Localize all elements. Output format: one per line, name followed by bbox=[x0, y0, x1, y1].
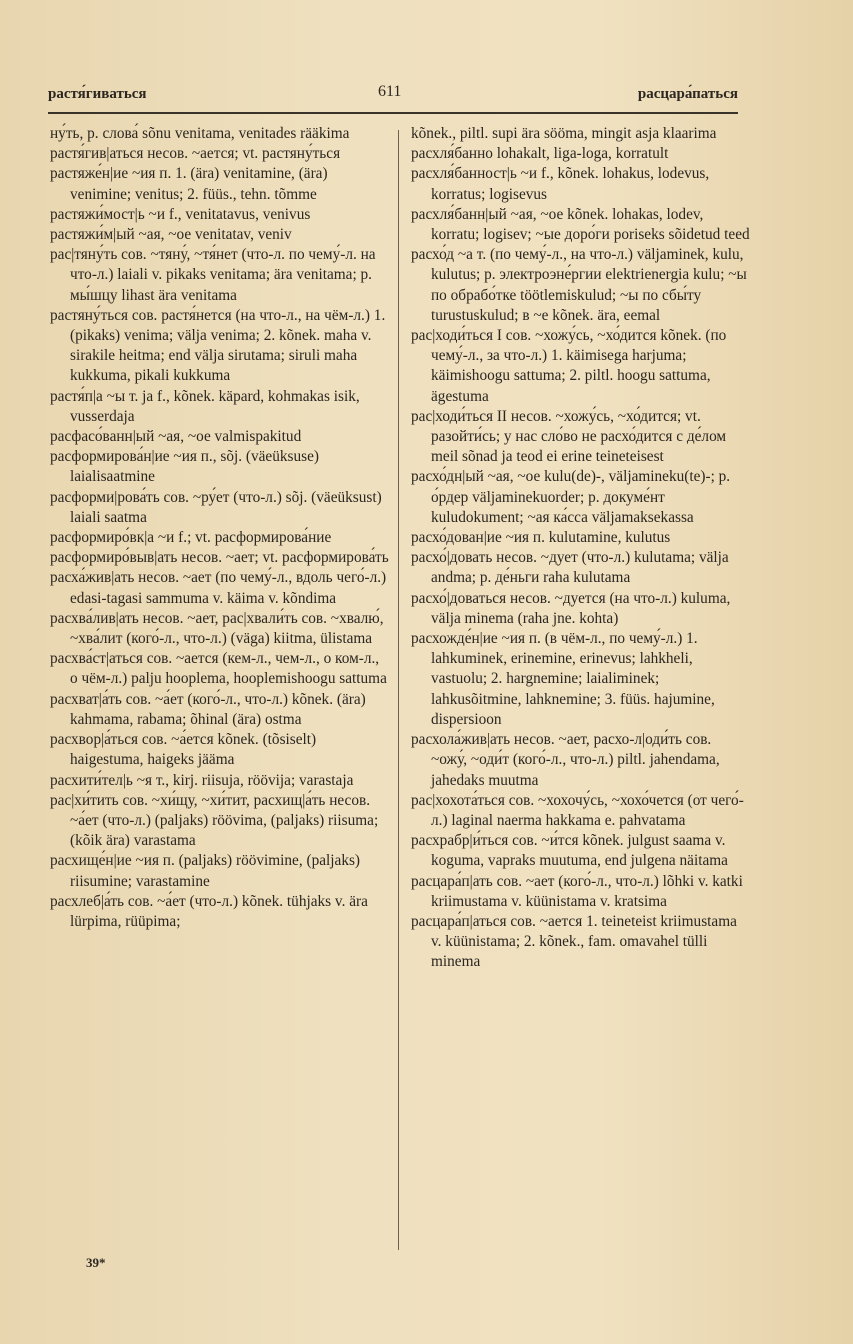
dictionary-entry: растяжи́мост|ь ~и f., venitatavus, venivus bbox=[50, 205, 311, 223]
dictionary-entry: расхля́банн|ый ~ая, ~ое kõnek. lohakas, lodev, korratu; logisev; ~ые доро́ги poriseks sõidetud teed bbox=[411, 205, 750, 244]
column-divider bbox=[398, 130, 399, 1250]
dictionary-entry: kõnek., piltl. supi ära sööma, mingit asja klaarima bbox=[411, 125, 717, 142]
dictionary-entry: расхва́лив|ать несов. ~ает, рас|хвали́ть сов. ~хвалю́, ~хва́лит (кого́-л., что-л.) (väga) kiitma, ülistama bbox=[50, 609, 384, 648]
dictionary-entry: расхо́дн|ый ~ая, ~ое kulu(de)-, väljamineku(te)-; р. о́рдер väljaminekuorder; р. докуме́нт kuludokument; ~ая ка́сса väljamaksekassa bbox=[411, 468, 731, 526]
dictionary-entry: расхват|а́ть сов. ~а́ет (кого́-л., что-л.) kõnek. (ära) kahmama, rabama; õhinal (ära) ostma bbox=[50, 690, 366, 728]
dictionary-entry: растя́п|а ~ы т. ja f., kõnek. käpard, kohmakas isik, vusserdaja bbox=[50, 387, 360, 425]
dictionary-entry: расхрабр|и́ться сов. ~и́тся kõnek. julgust saama v. koguma, vapraks muutuma, end julgena näitama bbox=[411, 832, 728, 870]
page-number: 611 bbox=[378, 83, 402, 100]
dictionary-entry: расформиро́вк|а ~и f.; vt. расформирова́ние bbox=[50, 529, 332, 547]
dictionary-entry: расхва́ст|аться сов. ~ается (кем-л., чем-л., о ком-л., о чём-л.) palju hooplema, hooplemishoogu sattuma bbox=[50, 650, 387, 688]
dictionary-entry: расхля́банно lohakalt, liga-loga, korratult bbox=[411, 145, 669, 163]
header-rule bbox=[48, 112, 738, 114]
dictionary-entry: расхлеб|а́ть сов. ~а́ет (что-л.) kõnek. tühjaks v. ära lürpima, rüüpima; bbox=[50, 892, 368, 930]
dictionary-entry: расформи|рова́ть сов. ~ру́ет (что-л.) sõj. (väeüksust) laiali saatma bbox=[50, 488, 382, 526]
dictionary-entry: растяну́ться сов. растя́нется (на что-л., на чём-л.) 1. (pikaks) venima; välja venima; 2. kõnek. maha v. sirakile heitma; end välja sirutama; siruli maha kukkuma, pikali kukkuma bbox=[50, 306, 386, 385]
dictionary-entry: расхо́дован|ие ~ия п. kulutamine, kulutus bbox=[411, 529, 671, 547]
dictionary-entry: рас|ходи́ться I сов. ~хожу́сь, ~хо́дится kõnek. (по чему́-л., за что-л.) 1. käimisega harjuma; käimishoogu sattuma; 2. piltl. hoogu sattuma, ägestuma bbox=[411, 327, 727, 405]
header-left-guide-word: растя́гиваться bbox=[48, 86, 147, 102]
dictionary-entry: расфасо́ванн|ый ~ая, ~ое valmispakitud bbox=[50, 428, 302, 446]
dictionary-entry: рас|ходи́ться II несов. ~хожу́сь, ~хо́дится; vt. разойти́сь; у нас сло́во не расхо́дится с де́лом meil sõnad ja teod ei erine teineteisest bbox=[411, 407, 727, 466]
page-header bbox=[48, 83, 738, 110]
dictionary-entry: расхище́н|ие ~ия п. (paljaks) röövimine, (paljaks) riisumine; varastamine bbox=[50, 852, 361, 890]
dictionary-entry: растяжи́м|ый ~ая, ~ое venitatav, veniv bbox=[50, 226, 292, 244]
dictionary-entry: рас|хохота́ться сов. ~хохочу́сь, ~хохо́чется (от чего́-л.) laginal naerma hakkama e. pahvatama bbox=[411, 791, 744, 829]
dictionary-entry: растя́гив|аться несов. ~ается; vt. растяну́ться bbox=[50, 145, 341, 163]
dictionary-entry: расхо́|доваться несов. ~дуется (на что-л.) kuluma, välja minema (raha jne. kohta) bbox=[411, 589, 731, 627]
dictionary-entry: расцара́п|ать сов. ~ает (кого́-л., что-л.) lõhki v. katki kriimustama v. küünistama v. kratsima bbox=[411, 872, 743, 910]
dictionary-entry: расформиро́выв|ать несов. ~ает; vt. расформирова́ть bbox=[50, 549, 389, 567]
dictionary-entry: расхожде́н|ие ~ия п. (в чём-л., по чему́-л.) 1. lahkuminek, erinemine, erinevus; lahkheli, vastuolu; 2. hargnemine; laialiminek; lahkusõitmine, lahknemine; 3. füüs. hajumine, dispersioon bbox=[411, 630, 715, 728]
dictionary-entry: расхвор|а́ться сов. ~а́ется kõnek. (tõsiselt) haigestuma, haigeks jääma bbox=[50, 731, 317, 769]
left-column bbox=[50, 124, 390, 932]
dictionary-entry: расцара́п|аться сов. ~ается 1. teineteist kriimustama v. küünistama; 2. kõnek., fam. omavahel tülli minema bbox=[411, 912, 737, 971]
dictionary-entry: расхля́банност|ь ~и f., kõnek. lohakus, lodevus, korratus; logisevus bbox=[411, 165, 710, 203]
dictionary-entry: расформирова́н|ие ~ия п., sõj. (väeüksuse) laialisaatmine bbox=[50, 448, 319, 486]
dictionary-entry: расхола́жив|ать несов. ~ает, расхо-л|оди́ть сов. ~ожу́, ~оди́т (кого́-л., что-л.) piltl. jahendama, jahedaks muutma bbox=[411, 731, 720, 789]
right-column bbox=[411, 124, 751, 973]
dictionary-entry: расха́жив|ать несов. ~ает (по чему́-л., вдоль чего́-л.) edasi-tagasi sammuma v. käima v. kõndima bbox=[50, 569, 387, 607]
dictionary-entry: растяже́н|ие ~ия п. 1. (ära) venitamine, (ära) venimine; venitus; 2. füüs., tehn. tõmme bbox=[50, 165, 328, 203]
dictionary-entry: рас|хи́тить сов. ~хи́щу, ~хи́тит, расхищ|а́ть несов. ~а́ет (что-л.) (paljaks) röövima, (paljaks) riisuma; (kõik ära) varastama bbox=[50, 791, 379, 850]
dictionary-entry: ну́ть, р. слова́ sõnu venitama, venitades rääkima bbox=[50, 125, 350, 142]
dictionary-entry: расхити́тел|ь ~я т., kirj. riisuja, röövija; varastaja bbox=[50, 771, 354, 789]
dictionary-entry: рас|тяну́ть сов. ~тяну́, ~тя́нет (что-л. по чему́-л. на что-л.) laiali v. pikaks venitama; ära venitama; р. мы́шцу lihast ära venitama bbox=[50, 246, 376, 304]
signature-mark: 39* bbox=[86, 1255, 106, 1270]
header-right-guide-word: расцара́паться bbox=[637, 86, 738, 102]
dictionary-entry: расхо́|довать несов. ~дует (что-л.) kulutama; välja andma; р. де́ньги raha kulutama bbox=[411, 549, 729, 587]
dictionary-entry: расхо́д ~а т. (по чему́-л., на что-л.) väljaminek, kulu, kulutus; р. электроэне́ргии elektrienergia kulu; ~ы по обрабо́тке töötlemiskulud; ~ы по сбы́ту turustuskulud; в ~е kõnek. ära, eemal bbox=[411, 246, 747, 324]
